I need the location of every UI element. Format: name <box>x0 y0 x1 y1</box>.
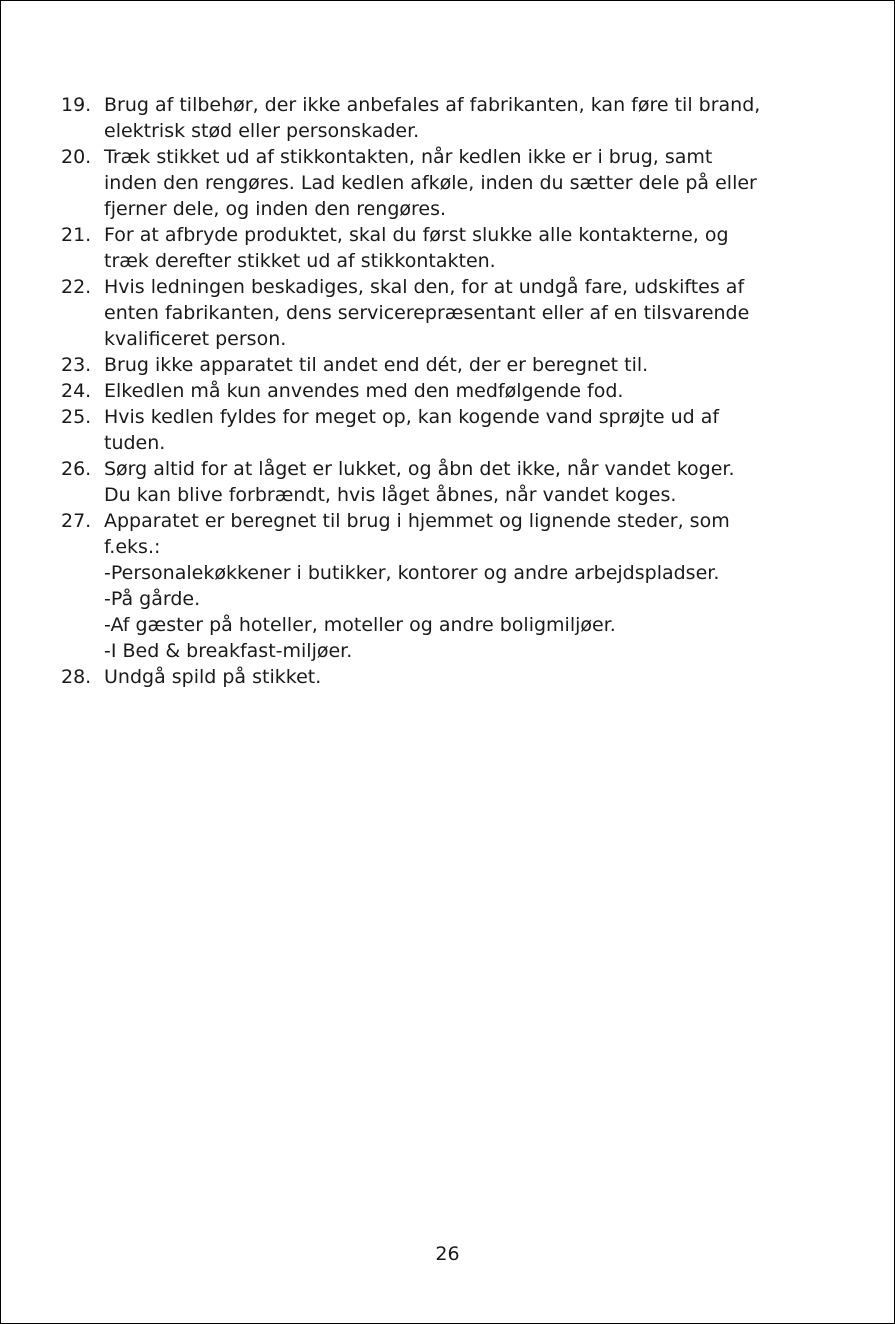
item-text-line: f.eks.: <box>104 536 161 558</box>
sub-item-line: -Personalekøkkener i butikker, kontorer og andre arbejdspladser. <box>104 562 720 584</box>
list-item <box>61 508 821 664</box>
item-number: 24. <box>61 380 92 402</box>
item-number: 21. <box>61 224 92 246</box>
item-text-line: Brug ikke apparatet til andet end dét, der er beregnet til. <box>104 354 649 376</box>
list-item <box>61 274 821 352</box>
item-number: 19. <box>61 94 92 116</box>
sub-item-line: -I Bed & breakfast-miljøer. <box>104 640 353 662</box>
item-text-line: For at afbryde produktet, skal du først slukke alle kontakterne, og <box>104 224 729 246</box>
item-text-line: enten fabrikanten, dens servicerepræsentant eller af en tilsvarende <box>104 302 750 324</box>
item-number: 25. <box>61 406 92 428</box>
item-text-line: Sørg altid for at låget er lukket, og åbn det ikke, når vandet koger. <box>104 458 735 480</box>
page-number: 26 <box>435 1243 460 1265</box>
item-number: 23. <box>61 354 92 376</box>
list-item <box>61 352 821 378</box>
list-item <box>61 404 821 456</box>
list-item <box>61 378 821 404</box>
sub-item-line: -Af gæster på hoteller, moteller og andre boligmiljøer. <box>104 614 616 636</box>
item-text-line: Hvis ledningen beskadiges, skal den, for at undgå fare, udskiftes af <box>104 276 745 298</box>
safety-instructions-list <box>61 92 821 690</box>
item-text-line: Undgå spild på stikket. <box>104 666 322 688</box>
list-item <box>61 456 821 508</box>
item-text-line: fjerner dele, og inden den rengøres. <box>104 198 447 220</box>
item-text-line: elektrisk stød eller personskader. <box>104 120 420 142</box>
list-item <box>61 664 821 690</box>
list-item <box>61 92 821 144</box>
list-item <box>61 222 821 274</box>
item-text-line: inden den rengøres. Lad kedlen afkøle, inden du sætter dele på eller <box>104 172 757 194</box>
item-number: 20. <box>61 146 92 168</box>
item-text-line: Træk stikket ud af stikkontakten, når kedlen ikke er i brug, samt <box>104 146 713 168</box>
item-number: 26. <box>61 458 92 480</box>
item-text-line: tuden. <box>104 432 166 454</box>
item-text-line: kvalificeret person. <box>104 328 287 350</box>
item-text-line: Du kan blive forbrændt, hvis låget åbnes, når vandet koges. <box>104 484 677 506</box>
sub-item-line: -På gårde. <box>104 588 201 610</box>
list-item <box>61 144 821 222</box>
item-text-line: Hvis kedlen fyldes for meget op, kan kogende vand sprøjte ud af <box>104 406 720 428</box>
item-number: 28. <box>61 666 92 688</box>
item-number: 22. <box>61 276 92 298</box>
item-number: 27. <box>61 510 92 532</box>
item-text-line: Elkedlen må kun anvendes med den medfølgende fod. <box>104 380 624 402</box>
item-text-line: træk derefter stikket ud af stikkontakten. <box>104 250 496 272</box>
item-text-line: Brug af tilbehør, der ikke anbefales af fabrikanten, kan føre til brand, <box>104 94 761 116</box>
item-text-line: Apparatet er beregnet til brug i hjemmet og lignende steder, som <box>104 510 730 532</box>
